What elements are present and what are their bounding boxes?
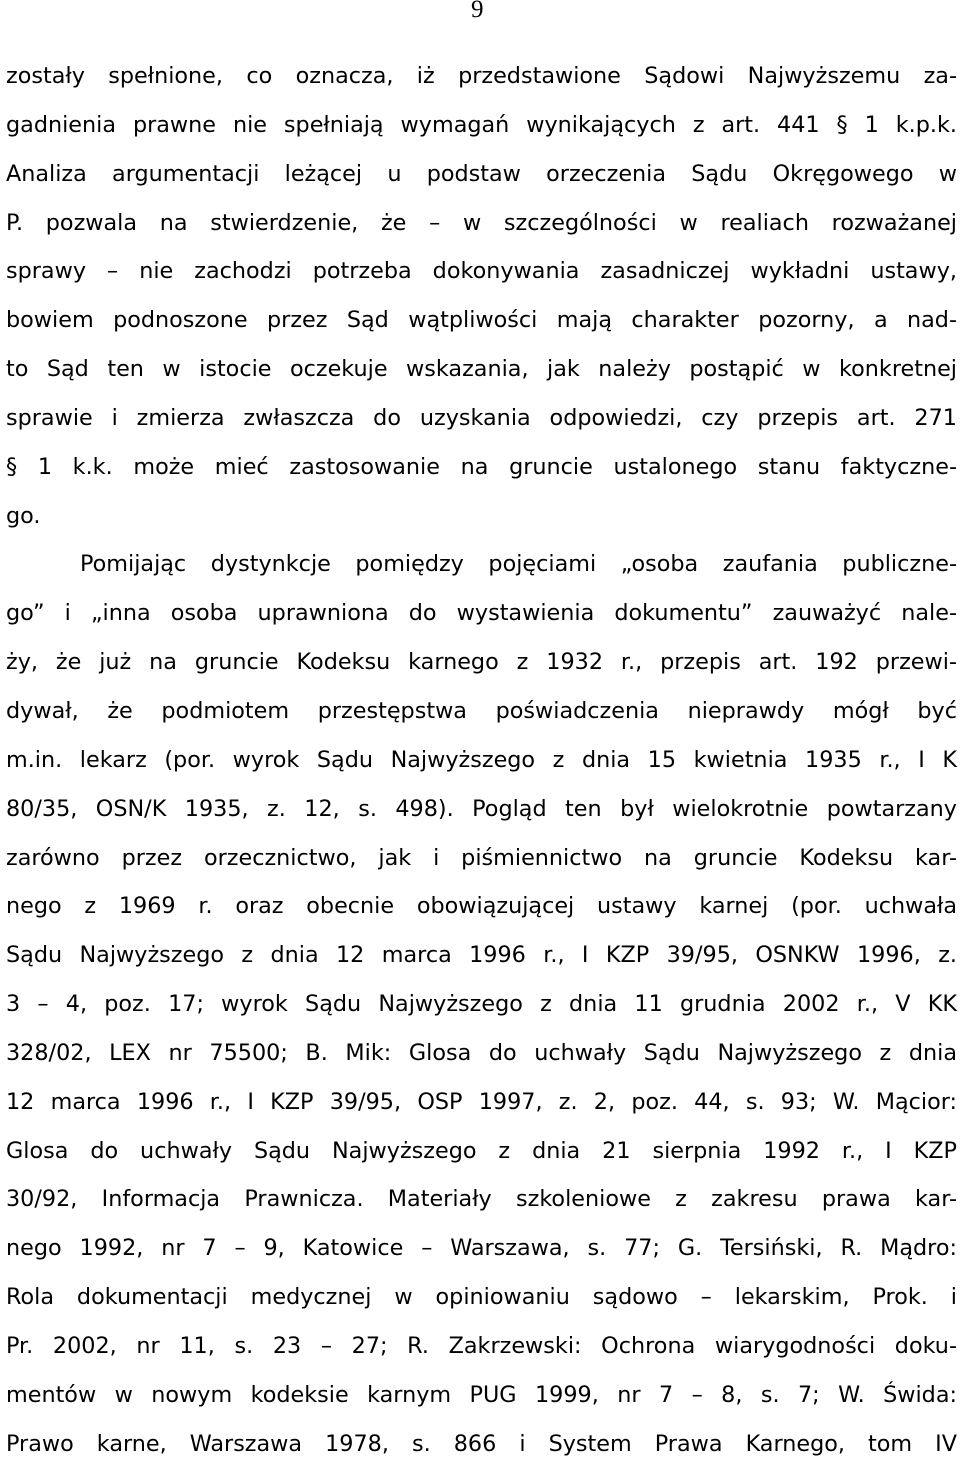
- text-line: nego z 1969 r. oraz obecnie obowiązującej ustawy karnej (por. uchwała: [6, 893, 957, 920]
- text-line: ży, że już na gruncie Kodeksu karnego z 1932 r., przepis art. 192 przewi-: [6, 649, 957, 676]
- document-body-text: [6, 52, 957, 1468]
- text-line: 30/92, Informacja Prawnicza. Materiały szkoleniowe z zakresu prawa kar-: [6, 1186, 957, 1213]
- text-line: go.: [6, 502, 41, 529]
- text-line: sprawie i zmierza zwłaszcza do uzyskania odpowiedzi, czy przepis art. 271: [6, 404, 957, 431]
- text-line: mentów w nowym kodeksie karnym PUG 1999, nr 7 – 8, s. 7; W. Świda:: [6, 1381, 957, 1408]
- text-line: to Sąd ten w istocie oczekuje wskazania, jak należy postąpić w konkretnej: [6, 356, 957, 383]
- text-line: bowiem podnoszone przez Sąd wątpliwości mają charakter pozorny, a nad-: [6, 307, 957, 334]
- text-line: go” i „inna osoba uprawniona do wystawienia dokumentu” zauważyć nale-: [6, 600, 957, 627]
- text-line: Sądu Najwyższego z dnia 12 marca 1996 r., I KZP 39/95, OSNKW 1996, z.: [6, 942, 957, 969]
- text-line: Glosa do uchwały Sądu Najwyższego z dnia 21 sierpnia 1992 r., I KZP: [6, 1137, 957, 1164]
- text-line: Prawo karne, Warszawa 1978, s. 866 i System Prawa Karnego, tom IV: [6, 1430, 957, 1457]
- text-line: sprawy – nie zachodzi potrzeba dokonywania zasadniczej wykładni ustawy,: [6, 258, 957, 285]
- text-line: m.in. lekarz (por. wyrok Sądu Najwyższego z dnia 15 kwietnia 1935 r., I K: [6, 746, 957, 773]
- text-line: zostały spełnione, co oznacza, iż przedstawione Sądowi Najwyższemu za-: [6, 63, 957, 89]
- text-line: 80/35, OSN/K 1935, z. 12, s. 498). Pogląd ten był wielokrotnie powtarzany: [6, 795, 957, 822]
- text-line: nego 1992, nr 7 – 9, Katowice – Warszawa, s. 77; G. Tersiński, R. Mądro:: [6, 1235, 957, 1262]
- text-line: 328/02, LEX nr 75500; B. Mik: Glosa do uchwały Sądu Najwyższego z dnia: [6, 1039, 957, 1066]
- text-line: Rola dokumentacji medycznej w opiniowaniu sądowo – lekarskim, Prok. i: [6, 1284, 957, 1311]
- text-line: Pr. 2002, nr 11, s. 23 – 27; R. Zakrzewski: Ochrona wiarygodności doku-: [6, 1332, 957, 1359]
- text-line: Analiza argumentacji leżącej u podstaw orzeczenia Sądu Okręgowego w: [6, 160, 957, 187]
- text-line: dywał, że podmiotem przestępstwa poświadczenia nieprawdy mógł być: [6, 697, 957, 724]
- text-line: Pomijając dystynkcje pomiędzy pojęciami „osoba zaufania publiczne-: [80, 551, 957, 578]
- page-number: 9: [471, 0, 484, 23]
- text-line: 12 marca 1996 r., I KZP 39/95, OSP 1997, z. 2, poz. 44, s. 93; W. Mącior:: [6, 1088, 957, 1115]
- text-line: gadnienia prawne nie spełniają wymagań wynikających z art. 441 § 1 k.p.k.: [6, 111, 957, 138]
- text-line: zarówno przez orzecznictwo, jak i piśmiennictwo na gruncie Kodeksu kar-: [6, 844, 957, 871]
- text-line: § 1 k.k. może mieć zastosowanie na gruncie ustalonego stanu faktyczne-: [6, 453, 957, 480]
- text-line: P. pozwala na stwierdzenie, że – w szczególności w realiach rozważanej: [6, 209, 957, 236]
- text-line: 3 – 4, poz. 17; wyrok Sądu Najwyższego z dnia 11 grudnia 2002 r., V KK: [6, 991, 957, 1018]
